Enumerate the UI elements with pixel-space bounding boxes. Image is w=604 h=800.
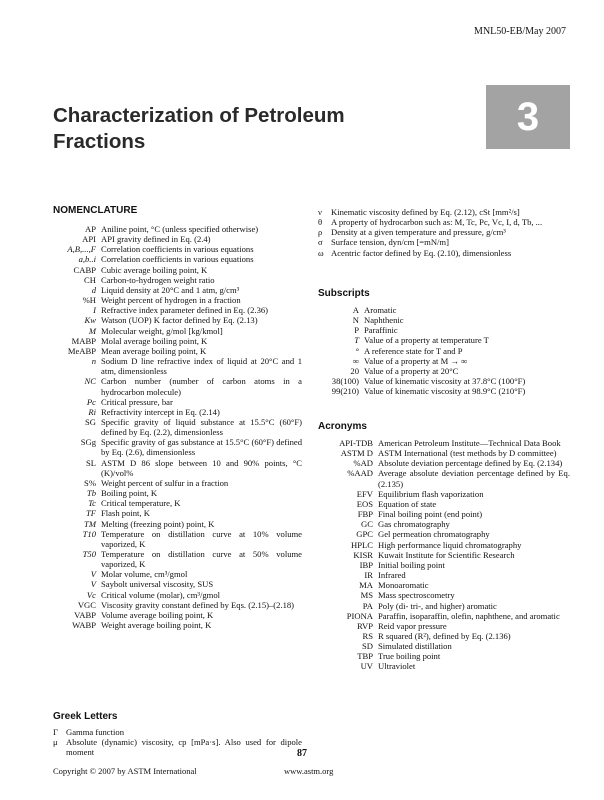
list-item: [318, 305, 570, 315]
list-item: [318, 519, 570, 529]
list-item: [318, 601, 570, 611]
list-item-definition: Cubic average boiling point, K: [101, 264, 208, 275]
list-item: [318, 651, 570, 661]
nomenclature-heading: NOMENCLATURE: [53, 205, 138, 216]
list-item-definition: Temperature on distillation curve at 10% volume vaporized, K: [101, 528, 302, 549]
list-item: [53, 498, 302, 508]
list-item-symbol: RVP: [356, 620, 373, 631]
list-item-definition: Value of kinematic viscosity at 98.9°C (210°F): [364, 386, 526, 397]
list-item: [53, 508, 302, 518]
list-item-definition: A reference state for T and P: [364, 345, 463, 356]
website-url: www.astm.org: [284, 766, 334, 776]
list-item-definition: Value of a property at temperature T: [364, 335, 489, 346]
list-item-definition: Density at a given temperature and pressure, g/cm³: [331, 227, 506, 238]
list-item-definition: Mass spectroscometry: [378, 590, 455, 601]
list-item-definition: Value of a property at M → ∞: [364, 355, 468, 366]
acronyms-list: [318, 438, 570, 672]
list-item: [53, 224, 302, 234]
list-item: [53, 407, 302, 417]
list-item: [53, 244, 302, 254]
list-item-definition: Value of a property at 20°C: [364, 365, 459, 376]
list-item: [318, 499, 570, 509]
list-item-definition: Viscosity gravity constant defined by Eqs. (2.15)–(2.18): [101, 599, 295, 610]
chapter-title: [53, 103, 473, 155]
list-item-definition: Volume average boiling point, K: [101, 609, 214, 620]
copyright-notice: Copyright © 2007 by ASTM International: [53, 766, 197, 776]
list-item-symbol: ∞: [352, 355, 359, 366]
list-item-symbol: SL: [85, 457, 96, 468]
list-item-symbol: %AD: [353, 458, 373, 469]
list-item-symbol: AP: [85, 224, 96, 234]
list-item: [318, 325, 570, 335]
list-item-definition: True boiling point: [378, 651, 441, 662]
list-item: [318, 315, 570, 325]
list-item-symbol: V: [90, 569, 96, 580]
list-item-symbol: μ: [53, 737, 58, 748]
list-item: [318, 356, 570, 366]
chapter-number: 3: [516, 94, 540, 139]
list-item-symbol: Ri: [88, 406, 96, 417]
list-item-definition: Final boiling point (end point): [378, 509, 483, 520]
list-item-definition: Molar volume, cm³/gmol: [101, 569, 188, 580]
list-item-symbol: IBP: [359, 559, 373, 570]
list-item-definition: Simulated distillation: [378, 641, 452, 652]
list-item-definition: Refractivity intercept in Eq. (2.14): [101, 406, 220, 417]
list-item-symbol: TBP: [357, 651, 373, 662]
list-item-definition: Sodium D line refractive index of liquid at 20°C and 1 atm, dimensionless: [101, 356, 302, 377]
list-item: [53, 254, 302, 264]
list-item-definition: R squared (R²), defined by Eq. (2.136): [378, 630, 511, 641]
list-item-definition: Reid vapor pressure: [378, 620, 447, 631]
list-item: [318, 248, 570, 258]
list-item-definition: Mean average boiling point, K: [101, 345, 207, 356]
list-item: [318, 641, 570, 651]
subscripts-heading: Subscripts: [318, 288, 370, 299]
list-item-symbol: MS: [360, 590, 373, 601]
list-item: [53, 275, 302, 285]
list-item: [53, 590, 302, 600]
list-item-symbol: ω: [318, 247, 324, 258]
list-item-symbol: T10: [82, 528, 96, 539]
list-item-symbol: EFV: [356, 488, 373, 499]
list-item-symbol: V: [90, 579, 96, 590]
list-item: [53, 437, 302, 457]
list-item: [53, 305, 302, 315]
list-item-definition: Initial boiling point: [378, 559, 445, 570]
list-item-symbol: RS: [362, 630, 373, 641]
list-item-definition: Surface tension, dyn/cm [=mN/m]: [331, 237, 449, 248]
list-item-symbol: CH: [84, 274, 96, 285]
list-item-symbol: VGC: [77, 599, 96, 610]
list-item-definition: Paraffinic: [364, 325, 398, 336]
list-item-definition: Critical volume (molar), cm³/gmol: [101, 589, 221, 600]
list-item: [53, 315, 302, 325]
list-item: [318, 550, 570, 560]
list-item-symbol: 38(100): [331, 376, 359, 387]
list-item-symbol: Kw: [84, 315, 96, 326]
list-item-definition: Weight percent of hydrogen in a fraction: [101, 295, 241, 306]
list-item-symbol: 99(210): [331, 386, 359, 397]
list-item: [53, 356, 302, 376]
list-item: [318, 590, 570, 600]
list-item-definition: Molal average boiling point, K: [101, 335, 208, 346]
list-item-symbol: UV: [360, 661, 373, 672]
list-item: [318, 207, 570, 217]
list-item-symbol: ρ: [318, 227, 323, 238]
list-item-symbol: Vc: [86, 589, 96, 600]
list-item-symbol: ASTM D: [340, 448, 373, 459]
list-item-definition: Equilibrium flash vaporization: [378, 488, 484, 499]
list-item-symbol: WABP: [72, 620, 96, 631]
list-item-symbol: a,b..i: [78, 254, 96, 265]
list-item-symbol: VABP: [74, 609, 96, 620]
list-item: [53, 417, 302, 437]
list-item-definition: Infrared: [378, 570, 406, 581]
list-item-symbol: °: [355, 345, 359, 356]
list-item-definition: Correlation coefficients in various equations: [101, 244, 254, 255]
list-item: [318, 611, 570, 621]
list-item-symbol: 20: [350, 365, 359, 376]
list-item: [318, 217, 570, 227]
list-item: [318, 237, 570, 247]
list-item: [318, 376, 570, 386]
chapter-number-box: [486, 85, 570, 149]
list-item-symbol: TF: [85, 508, 96, 519]
list-item: [318, 227, 570, 237]
list-item-symbol: Tc: [88, 498, 96, 509]
list-item: [53, 234, 302, 244]
list-item-symbol: N: [352, 315, 359, 326]
list-item-symbol: A: [352, 305, 359, 315]
list-item-definition: Paraffin, isoparaffin, olefin, naphthene, and aromatic: [378, 610, 560, 621]
list-item-symbol: KISR: [353, 549, 373, 560]
list-item: [318, 621, 570, 631]
document-id: MNL50-EB/May 2007: [474, 26, 566, 37]
list-item-definition: Carbon-to-hydrogen weight ratio: [101, 274, 215, 285]
list-item: [53, 376, 302, 396]
list-item: [318, 661, 570, 671]
list-item: [53, 579, 302, 589]
list-item-symbol: API: [82, 234, 96, 245]
list-item: [318, 509, 570, 519]
list-item-definition: Critical pressure, bar: [101, 396, 173, 407]
list-item: [53, 620, 302, 630]
list-item-definition: Absolute deviation percentage defined by Eq. (2.134): [378, 458, 563, 469]
list-item-symbol: API-TDB: [339, 438, 373, 448]
list-item: [318, 540, 570, 550]
acronyms-heading: Acronyms: [318, 421, 367, 432]
list-item: [53, 285, 302, 295]
list-item-definition: Acentric factor defined by Eq. (2.10), dimensionless: [331, 247, 512, 258]
list-item: [53, 346, 302, 356]
page-number: 87: [297, 748, 307, 759]
list-item-symbol: NC: [84, 376, 96, 387]
list-item-definition: Molecular weight, g/mol [kg/kmol]: [101, 325, 223, 336]
list-item-definition: Melting (freezing point) point, K: [101, 518, 215, 529]
list-item-definition: Critical temperature, K: [101, 498, 181, 509]
list-item-symbol: θ: [318, 217, 323, 228]
list-item: [318, 529, 570, 539]
list-item: [318, 631, 570, 641]
list-item-symbol: MeABP: [67, 345, 96, 356]
list-item: [53, 600, 302, 610]
list-item-definition: Correlation coefficients in various equations: [101, 254, 254, 265]
list-item: [318, 386, 570, 396]
list-item-definition: High performance liquid chromatography: [378, 539, 522, 550]
nomenclature-list: [53, 224, 302, 630]
list-item-definition: Liquid density at 20°C and 1 atm, g/cm³: [101, 284, 240, 295]
list-item-symbol: σ: [318, 237, 323, 248]
list-item-definition: Gamma function: [66, 727, 124, 737]
list-item: [318, 580, 570, 590]
list-item-definition: API gravity defined in Eq. (2.4): [101, 234, 211, 245]
list-item-symbol: CABP: [73, 264, 96, 275]
list-item-definition: Aniline point, °C (unless specified otherwise): [101, 224, 259, 234]
list-item-definition: Average absolute deviation percentage defined by Eq. (2.135): [378, 468, 570, 489]
list-item-symbol: Tb: [86, 488, 96, 499]
greek-letters-continued-list: [318, 207, 570, 258]
list-item-definition: Gel permeation chromatography: [378, 529, 490, 540]
list-item-definition: Equation of state: [378, 498, 437, 509]
list-item: [53, 549, 302, 569]
list-item-symbol: EOS: [356, 498, 373, 509]
list-item-symbol: FBP: [357, 509, 373, 520]
list-item: [53, 295, 302, 305]
list-item: [318, 438, 570, 448]
list-item-symbol: %H: [82, 295, 96, 306]
list-item-definition: Specific gravity of gas substance at 15.5°C (60°F) defined by Eq. (2.6), dimensionless: [101, 437, 302, 458]
list-item: [53, 488, 302, 498]
list-item-definition: Value of kinematic viscosity at 37.8°C (100°F): [364, 376, 526, 387]
list-item: [318, 570, 570, 580]
list-item: [53, 458, 302, 478]
list-item-definition: Naphthenic: [364, 315, 404, 326]
list-item: [318, 448, 570, 458]
list-item-definition: Kinematic viscosity defined by Eq. (2.12), cSt [mm²/s]: [331, 207, 520, 217]
chapter-title-line-2: Fractions: [53, 130, 146, 153]
list-item-symbol: T: [354, 335, 359, 346]
list-item: [53, 529, 302, 549]
greek-letters-heading: Greek Letters: [53, 711, 118, 722]
list-item-symbol: S%: [84, 477, 96, 488]
list-item-symbol: d: [91, 284, 96, 295]
list-item-symbol: ν: [318, 207, 322, 217]
list-item-symbol: TM: [84, 518, 96, 529]
list-item: [53, 265, 302, 275]
list-item: [318, 468, 570, 488]
list-item-symbol: SD: [362, 641, 373, 652]
list-item-symbol: M: [88, 325, 96, 336]
list-item: [53, 610, 302, 620]
list-item: [53, 326, 302, 336]
list-item-definition: Monoaromatic: [378, 580, 429, 591]
list-item-symbol: Pc: [86, 396, 96, 407]
list-item-symbol: %AAD: [347, 468, 373, 479]
list-item-symbol: SG: [85, 416, 96, 427]
list-item-symbol: A,B,...,F: [67, 244, 96, 255]
list-item-definition: American Petroleum Institute—Technical Data Book: [378, 438, 561, 448]
list-item-definition: Saybolt universal viscosity, SUS: [101, 579, 214, 590]
chapter-title-line-1: Characterization of Petroleum: [53, 104, 345, 127]
list-item-definition: Carbon number (number of carbon atoms in a hydrocarbon molecule): [101, 376, 302, 397]
list-item: [53, 336, 302, 346]
list-item-symbol: IR: [364, 570, 373, 581]
list-item-definition: ASTM International (test methods by D committee): [378, 448, 557, 459]
list-item: [53, 519, 302, 529]
list-item-symbol: n: [91, 356, 96, 367]
list-item: [318, 458, 570, 468]
list-item-symbol: GC: [361, 519, 373, 530]
list-item-definition: ASTM D 86 slope between 10 and 90% points, °C (K)/vol%: [101, 457, 302, 478]
list-item-definition: Weight percent of sulfur in a fraction: [101, 477, 229, 488]
list-item: [53, 569, 302, 579]
list-item: [53, 397, 302, 407]
list-item: [53, 727, 302, 737]
list-item-definition: Flash point, K: [101, 508, 150, 519]
list-item: [318, 366, 570, 376]
list-item-symbol: HPLC: [351, 539, 373, 550]
list-item: [318, 335, 570, 345]
list-item-definition: A property of hydrocarbon such as: M, Tc, Pc, Vc, I, d, Tb, ...: [331, 217, 543, 228]
list-item-definition: Kuwait Institute for Scientific Research: [378, 549, 515, 560]
list-item-definition: Poly (di- tri-, and higher) aromatic: [378, 600, 497, 611]
list-item-symbol: MA: [359, 580, 373, 591]
list-item-symbol: PA: [362, 600, 373, 611]
list-item-definition: Specific gravity of liquid substance at 15.5°C (60°F) defined by Eq. (2.2), dimensionless: [101, 416, 302, 438]
list-item-definition: Gas chromatography: [378, 519, 450, 530]
list-item-symbol: SGg: [80, 437, 96, 448]
subscripts-list: [318, 305, 570, 396]
list-item: [318, 560, 570, 570]
list-item: [53, 478, 302, 488]
list-item-symbol: Γ: [53, 727, 58, 737]
list-item-definition: Aromatic: [364, 305, 397, 315]
list-item-definition: Refractive index parameter defined in Eq. (2.36): [101, 305, 269, 316]
list-item-symbol: PIONA: [346, 610, 373, 621]
list-item-definition: Weight average boiling point, K: [101, 620, 212, 631]
list-item-symbol: GPC: [356, 529, 373, 540]
list-item-symbol: I: [93, 305, 96, 316]
list-item-definition: Temperature on distillation curve at 50% volume vaporized, K: [101, 549, 302, 570]
list-item-definition: Watson (UOP) K factor defined by Eq. (2.13): [101, 315, 258, 326]
list-item-symbol: MABP: [71, 335, 96, 346]
list-item-symbol: P: [354, 325, 359, 336]
list-item-definition: Boiling point, K: [101, 488, 158, 499]
list-item-definition: Absolute (dynamic) viscosity, cp [mPa·s]. Also used for dipole moment: [66, 737, 302, 758]
list-item: [318, 346, 570, 356]
list-item-definition: Ultraviolet: [378, 661, 416, 672]
list-item-symbol: T50: [82, 549, 96, 559]
list-item: [318, 489, 570, 499]
